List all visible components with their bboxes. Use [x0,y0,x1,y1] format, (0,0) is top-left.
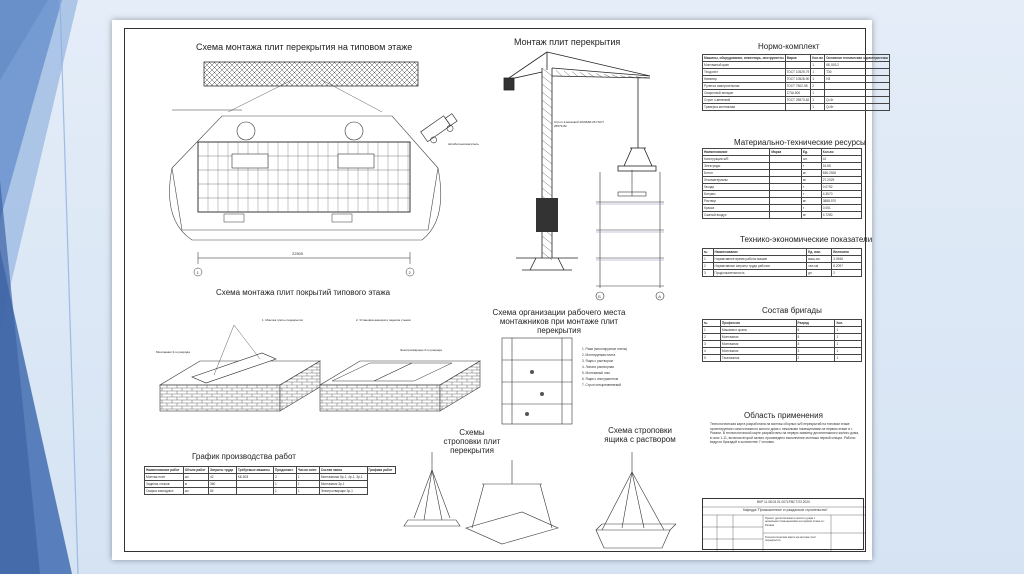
table-header-cell: Величина [832,249,862,256]
table-cell [770,198,802,205]
table-row [703,263,862,270]
table-cell [770,156,802,163]
building-section-drawing [592,170,672,305]
table-cell: 1 [811,104,825,111]
table-cell: Краска [703,205,770,212]
dim-main-label: 22500 [292,251,304,256]
table-cell: 636.2926 [821,170,861,177]
table-cell: Рулетка измерительная [703,83,786,90]
title-block [702,498,864,550]
truck-label: Автобетоносмеситель [448,142,479,146]
table-row [703,69,890,76]
table-cell: Заделка стыков [145,481,184,488]
concrete-truck-drawing [412,104,462,154]
stamp-sheet-title: Технологическая карта на монтаж плит перекрытия [765,535,817,543]
table-cell: Теодолит [703,69,786,76]
table-cell: м³ [801,170,821,177]
table-row [703,184,862,191]
table-cell: Монтажники 5р-1, 4р-1, 3р-1 [319,474,367,481]
table-header-cell: Ед. изм. [807,249,832,256]
table-row [703,104,890,111]
table-cell: Q=4т [825,97,890,104]
table-cell: 1 [296,474,319,481]
legend-item: 1. Ряжи (многоярусные плиты) [582,347,628,351]
table-cell: 1 [811,90,825,97]
resources-title: Материально-технические ресурсы [734,138,866,147]
table-cell: Монтажник 3р-1 [319,481,367,488]
table-header-cell: Кол-во [812,56,824,60]
welder-label: Электросварщик 3-го разряда [400,348,442,352]
table-cell: 3888.970 [821,198,861,205]
table-cell: 6 [796,327,835,334]
table-cell: ГОСТ 7502-98 [785,83,811,90]
table-cell: шт. [183,488,208,495]
table-cell: м [183,481,208,488]
table-cell: 4 [703,348,721,355]
axis-a-label: А [658,294,661,299]
table-cell: маш-см [807,256,832,263]
table-cell: 2 [832,270,862,277]
table-cell: Н3 [825,76,890,83]
table-cell: 1 [274,488,297,495]
table-cell: шт. [183,474,208,481]
scope-text: Технологическая карта разработана на монтаж сборных ж/б перекрытий на типовом этаже проектируемого многоэтажного жилого дома с нежилыми помещениями на первом этаже в г. Рязани. В технологической карте разработаны на первую захватку десятиэтажного жилого дома, в осях 1-11, включая второй захват, произведено выполнение монтажа первой секции. Работы ведутся бригадой в количестве 7 человек. [710,422,860,445]
scope-title: Область применения [744,411,823,420]
table-header-cell: № [703,320,721,327]
brigade-table [702,319,862,362]
table-cell [785,104,811,111]
table-header-row [145,467,396,474]
resources-table [702,148,862,219]
table-header-cell: Машины, оборудование, инвентарь, инструменты [704,56,784,60]
table-cell [236,481,273,488]
table-cell: Электроды [703,163,770,170]
table-cell: 1 [835,334,862,341]
mortar-box-sling-drawing [582,452,692,552]
table-cell: шт. [801,156,821,163]
table-row [703,83,890,90]
norm-set-title: Нормо-комплект [758,42,820,51]
table-cell: КБ-503 [236,474,273,481]
main-plan-title: Схема монтажа плит перекрытия на типовом этаже [196,42,413,52]
table-header-cell: Кол-во [821,149,861,156]
table-cell: 4 [796,341,835,348]
table-cell: 5 [796,334,835,341]
table-cell: Монтажник [720,334,796,341]
table-cell [770,170,802,177]
table-cell: 27.2029 [821,177,861,184]
table-cell: Траверса монтажная [703,104,786,111]
table-row [703,170,862,177]
table-cell: 1 [835,355,862,362]
table-cell: дн [807,270,832,277]
table-cell [770,163,802,170]
legend-item: 4. Лопата растворная [582,365,614,369]
table-row [703,355,862,362]
table-cell: ГОСТ 10528-90 [786,77,810,81]
table-cell [785,62,811,69]
crane-sling-note: Строп 4-ветвевой 2Л20МИ-26 ГОСТ 25573-82 [554,120,604,128]
table-cell [770,191,802,198]
table-cell: КБ-503.2 [825,62,890,69]
axis-1-label: 1 [196,270,199,275]
table-cell: Раствор [703,198,770,205]
table-cell: ГОСТ 10529-79 [786,70,810,74]
legend-item: 3. Ящик с раствором [582,359,613,363]
table-row [703,62,890,69]
table-cell: 1 [835,327,862,334]
stamp-project: Проект десятиэтажного жилого дома с нежилыми помещениями на первом этаже в г. Рязани [765,516,825,527]
schedule-title: График производства работ [192,452,296,461]
table-cell: 1 [811,76,825,83]
table-header-cell: Объем работ [183,467,208,474]
table-cell: т [801,191,821,198]
table-cell: Бетон [703,170,770,177]
table-row [703,97,890,104]
drawing-sheet [112,20,888,560]
table-header-cell: Разряд [796,320,835,327]
tech-econ-table [702,248,862,277]
table-cell: 1 [811,69,825,76]
table-row [145,481,396,488]
table-cell: Нивелир [703,76,786,83]
workplace-title: Схема организации рабочего места монтажников при монтаже плит перекрытия [492,308,626,335]
table-cell [825,90,890,97]
table-cell: Сварочный аппарат [703,90,786,97]
table-row [703,270,862,277]
sling-slab-title: Схемы строповки плит перекрытия [443,428,501,455]
slab-sling-drawing [402,448,562,552]
table-cell: Электросварщик 3р-1 [319,488,367,495]
table-cell: Конструкции ж/б [703,156,770,163]
table-cell: 0.0752 [821,184,861,191]
table-row [703,198,862,205]
table-cell [770,205,802,212]
table-cell: 42 [209,474,237,481]
table-cell: 4.7280 [821,212,861,219]
fitter-label: Монтажник 3-го разряда [156,350,190,354]
table-row [703,90,890,97]
legend-item: 7. Строп четырехветвевой [582,383,622,387]
legend-item: 2. Монтируемая плита [582,353,616,357]
table-cell: Продолжительность [713,270,807,277]
stamp-org: Кафедра "Промышленное и гражданское строительство" [743,508,828,512]
roof-scheme-title: Схема монтажа плит покрытий типового этажа [216,288,391,297]
table-cell: 1 [811,62,825,69]
slab-installation-sketches [152,325,482,420]
table-cell: Монтаж плит [145,474,184,481]
table-cell: Битумы [703,191,770,198]
legend-item: 6. Ящик с инструментом [582,377,619,381]
table-header-cell: Наименование [703,149,770,156]
table-cell: 360 [209,481,237,488]
table-row [703,205,862,212]
table-cell: Нормативные затраты труда рабочих [713,263,807,270]
axis-b-label: Б [598,294,601,299]
table-cell: 8.2097 [832,263,862,270]
table-cell: ГОСТ 25573-82 [786,98,810,102]
table-cell: 1 [811,97,825,104]
table-row [145,474,396,481]
table-row [703,163,862,170]
table-header-row [703,249,862,256]
table-cell [770,184,802,191]
table-row [703,334,862,341]
tech-econ-title: Технико-экономические показатели [740,235,873,244]
table-cell: Гвозди [703,184,770,191]
table-header-cell: Графики работ [367,467,395,474]
table-cell: м³ [801,212,821,219]
table-header-cell: Ед. [801,149,821,156]
table-cell: 1 [703,256,714,263]
legend-item: 5. Монтажный лом [582,371,610,375]
table-header-cell: Наименование работ [145,467,184,474]
table-row [703,327,862,334]
table-header-cell: Наименование [713,249,807,256]
brigade-title: Состав бригады [762,306,822,315]
table-row [145,488,396,495]
table-cell: 1 [274,481,297,488]
sling-box-title: Схема строповки ящика с раствором [604,426,676,444]
table-row [703,256,862,263]
table-cell: 2 [811,83,825,90]
workplace-legend [582,346,662,388]
table-cell: Нормативное время работы машин [713,256,807,263]
table-header-cell: Марка [770,149,802,156]
table-cell: чел-см [807,263,832,270]
table-header-cell: Кол. [835,320,862,327]
table-header-cell: Основная техническая характеристика [826,56,888,60]
table-cell: Такелажник [720,355,796,362]
table-cell: 84 [209,488,237,495]
table-cell: 1 [835,341,862,348]
table-cell: Монтажный кран [703,62,786,69]
table-cell [770,177,802,184]
table-cell: м³ [801,177,821,184]
table-cell: 2 [274,474,297,481]
table-header-cell: Число смен [296,467,319,474]
table-cell: Сварка закладных [145,488,184,495]
table-cell: 16.65 [821,163,861,170]
table-cell: 4.3670 [821,191,861,198]
table-header-row [703,320,862,327]
table-cell: 2 [796,355,835,362]
table-header-cell: Марка [785,55,811,62]
table-row [703,212,862,219]
norm-set-table [702,54,890,111]
crane-title: Монтаж плит перекрытия [514,37,621,47]
table-cell [236,488,273,495]
table-header-cell: № [703,249,714,256]
table-header-row [703,55,890,62]
table-header-cell: Требуемые машины [236,467,273,474]
table-cell: СТШ-500 [785,90,811,97]
schedule-table [144,466,396,495]
table-cell: 1 [703,327,721,334]
table-cell: 1 [296,488,319,495]
table-cell: 42 [821,156,861,163]
workplace-section-drawing [482,330,582,430]
table-cell: 1 [296,481,319,488]
slide-decoration [0,0,80,574]
table-cell: 3 [796,348,835,355]
table-cell: Машинист крана [720,327,796,334]
table-header-row [703,149,862,156]
table-cell: Q=5т [825,104,890,111]
table-cell: т [801,205,821,212]
step2-label: 2. Установка анкеров и заделка стыков [356,318,411,322]
floor-plan-drawing [132,50,462,290]
axis-2-label: 2 [408,270,411,275]
table-row [703,177,862,184]
table-header-cell: Состав звена [319,467,367,474]
table-cell: Сжатый воздух [703,212,770,219]
table-cell [770,212,802,219]
table-cell: Монтажник [720,348,796,355]
table-cell: Строп 4-ветвевой [703,97,786,104]
stamp-code: ВКР 11.08.03.01.0071Р.ВСТ.ПЗ.2020 [757,500,810,504]
step1-label: 1. Монтаж плиты перекрытия [262,318,303,322]
table-header-cell: Продолжит. [274,467,297,474]
table-cell: 2 [703,334,721,341]
table-cell: 1 [835,348,862,355]
table-row [703,191,862,198]
table-cell: Т30 [825,69,890,76]
table-cell: т [801,163,821,170]
table-header-cell: Профессия [720,320,796,327]
table-cell: 5 [703,355,721,362]
table-cell: т [801,184,821,191]
table-row [703,348,862,355]
table-cell: 3.0946 [832,256,862,263]
table-cell: м³ [801,198,821,205]
table-header-cell: Затраты труда [209,467,237,474]
table-row [703,156,862,163]
table-cell: Монтажник [720,341,796,348]
table-cell: 3 [703,341,721,348]
table-row [703,341,862,348]
table-cell: 3 [703,270,714,277]
table-cell [825,83,890,90]
table-row [703,76,890,83]
table-cell: 0.051 [821,205,861,212]
table-cell: 2 [703,263,714,270]
table-cell: Лесоматериалы [703,177,770,184]
